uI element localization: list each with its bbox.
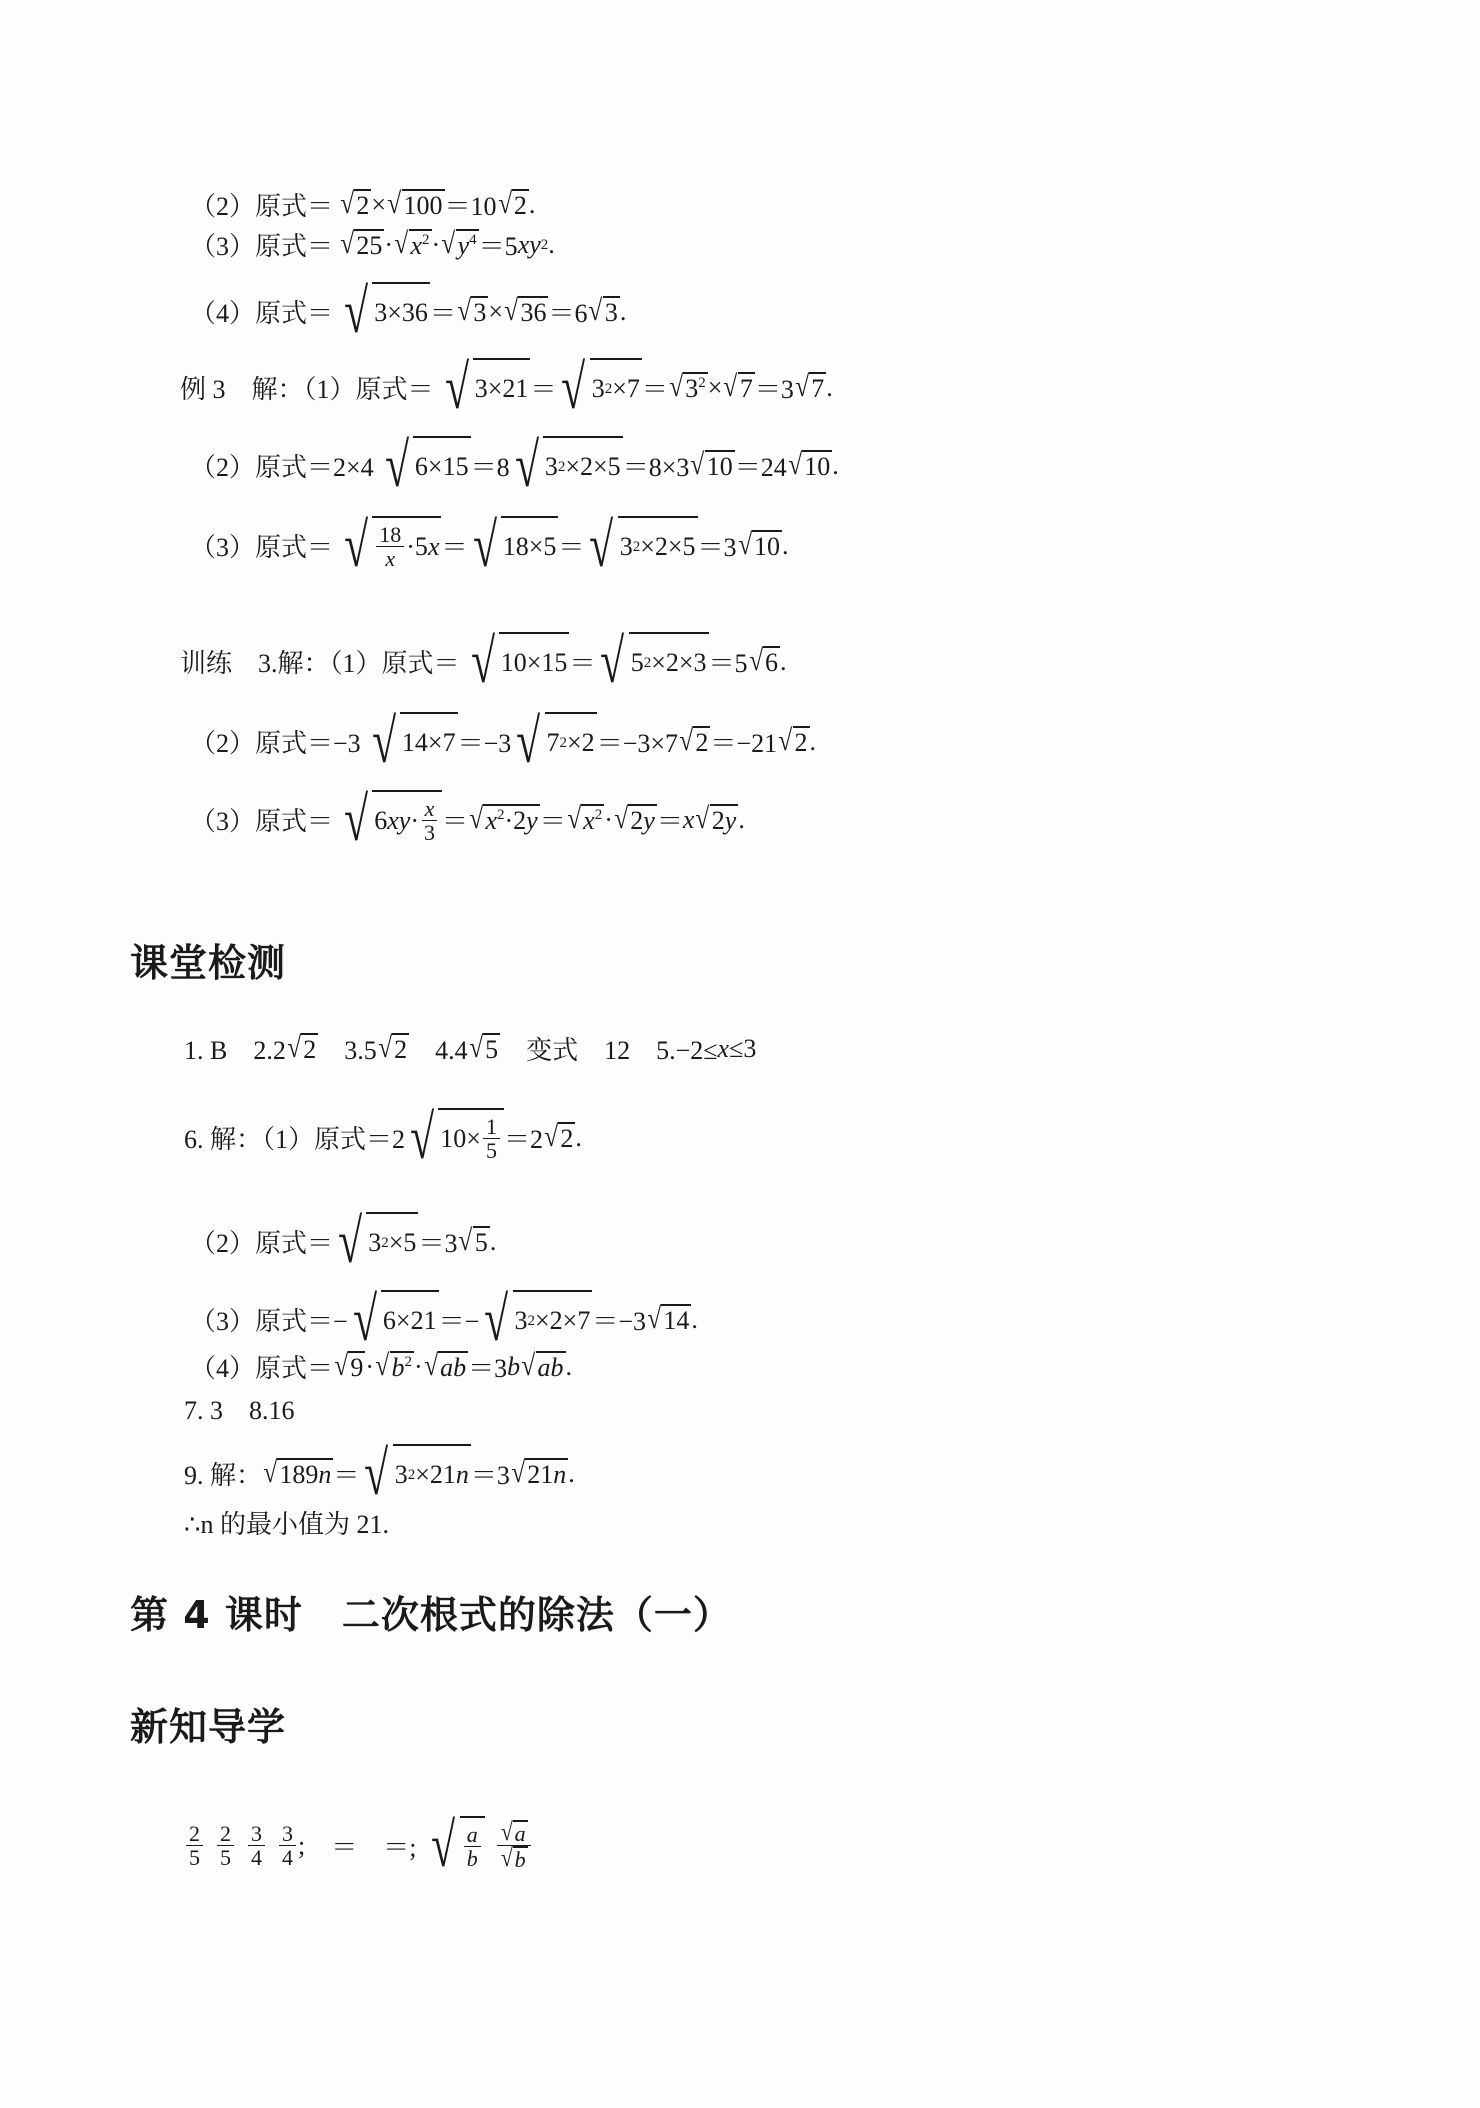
check-line-6-1: 6. 解：（1）原式＝2 √ 10× $\frac{1}{5}$ ＝2 √ 2 .	[184, 1103, 582, 1172]
example-3-line-3: （3）原式＝ √ $\frac{18}{x}$ ·5 x ＝ √ 18×5 ＝ √ 3 2 ×2×5 ＝3 √ 10 .	[190, 511, 789, 580]
training-3-line-1: 训练 3.解：（1）原式＝ √ 10×15 ＝ √ 5 2 ×2×3 ＝5 √ 6 .	[180, 627, 787, 696]
line-4: （4）原式＝ √ 3×36 ＝ √ 3 × √ 36 ＝6 √ 3 .	[190, 277, 627, 346]
line-3: （3）原式＝ √ 25 · √ $x^2$ · √ $y^4$ ＝5 xy 2 .	[190, 226, 555, 261]
example-3-line-2: （2）原式＝2×4 √ 6×15 ＝8 √ 3 2 ×2×5 ＝8×3 √ 10 ＝24 √ 10 .	[190, 431, 839, 500]
section-heading-classroom-check: 课堂检测	[130, 941, 287, 985]
training-3-line-3: （3）原式＝ √ 6 xy · $\frac{x}{3}$ ＝ √ $x^2\cdot 2y$ ＝ √ $x^2$ · √ 2y ＝ x √ 2y .	[190, 785, 745, 854]
training-3-line-2: （2）原式＝−3 √ 14×7 ＝−3 √ 7 2 ×2 ＝−3×7 √ 2 ＝−21 √ 2 .	[190, 707, 816, 776]
check-line-1: 1. B 2.2 √ 2 3.5 √ 2 4.4 √ 5 变式 12 5.−2≤ x ≤3	[184, 1030, 757, 1065]
lesson-title: 第 4 课时 二次根式的除法（一）	[130, 1593, 732, 1637]
check-line-7-8: 7. 3 8.16	[184, 1396, 295, 1425]
example-3-line-1: 例 3 解：（1）原式＝ √ 3×21 ＝ √ 3 2 ×7 ＝ √ $3^2$ × √ 7 ＝3 √ 7 .	[180, 353, 833, 422]
new-knowledge-line: $\frac{2}{5}$ $\frac{2}{5}$ $\frac{3}{4}$ $\frac{3}{4}$ ; ＝ ＝; √ $\frac{a}{b}$ √ a √ b	[184, 1816, 533, 1875]
line-2: （2）原式＝ √ 2 × √ 100 ＝10 √ 2 .	[190, 186, 536, 221]
check-line-6-2: （2）原式＝ √ 3 2 ×5 ＝3 √ 5 .	[190, 1207, 497, 1276]
section-heading-new-knowledge: 新知导学	[130, 1705, 287, 1749]
check-line-6-4: （4）原式＝ √ 9 · √ $b^2$ · √ ab ＝3 b √ ab .	[190, 1348, 572, 1383]
check-line-9-conclusion: ∴n 的最小值为 21.	[184, 1510, 390, 1539]
check-line-9: 9. 解： √ 189n ＝ √ 3 2 ×21 n ＝3 √ 21n .	[184, 1439, 575, 1508]
check-line-6-3: （3）原式＝− √ 6×21 ＝− √ 3 2 ×2×7 ＝−3 √ 14 .	[190, 1285, 698, 1354]
